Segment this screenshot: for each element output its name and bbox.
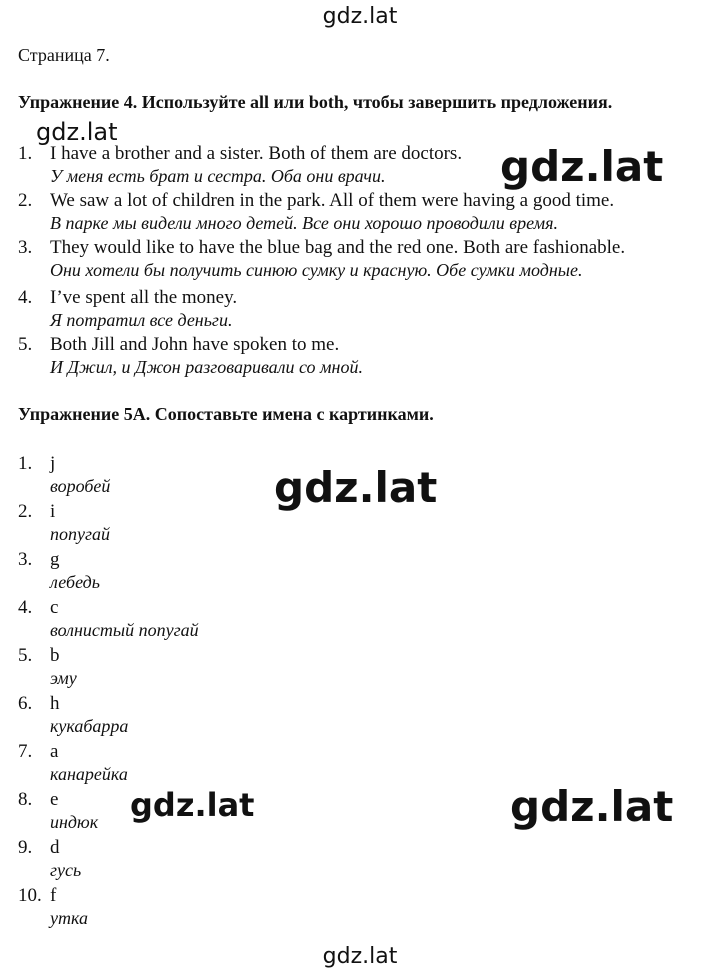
- answer-letter: e: [50, 789, 59, 810]
- bird-name: кукабарра: [50, 716, 129, 736]
- russian-translation: Они хотели бы получить синюю сумку и красную. Обе сумки модные.: [50, 260, 583, 280]
- answer-letter: d: [50, 837, 60, 858]
- bird-name: эму: [50, 668, 77, 688]
- answer-letter: g: [50, 549, 60, 570]
- watermark-medium: gdz.lat: [130, 786, 255, 824]
- bird-name: лебедь: [50, 572, 100, 592]
- english-sentence: We saw a lot of children in the park. All of them were having a good time.: [50, 190, 615, 211]
- answer-letter: j: [50, 453, 56, 474]
- bird-name: гусь: [50, 860, 82, 880]
- watermark-large-1: gdz.lat: [500, 142, 664, 191]
- exercise-4-title: Упражнение 4. Используйте all или both, чтобы завершить предложения.: [18, 92, 613, 112]
- watermark-large-3: gdz.lat: [510, 782, 674, 831]
- item-number: 9.: [18, 837, 33, 858]
- watermark-top: gdz.lat: [322, 4, 398, 29]
- item-number: 5.: [18, 645, 33, 666]
- bird-name: воробей: [50, 476, 111, 496]
- bird-name: канарейка: [50, 764, 128, 784]
- english-sentence: I’ve spent all the money.: [50, 287, 238, 308]
- english-sentence: Both Jill and John have spoken to me.: [50, 334, 340, 355]
- item-number: 1.: [18, 143, 33, 164]
- watermark-small: gdz.lat: [36, 118, 118, 146]
- item-number: 3.: [18, 549, 33, 570]
- item-number: 3.: [18, 237, 33, 258]
- watermark-large-2: gdz.lat: [274, 463, 438, 512]
- item-number: 4.: [18, 287, 33, 308]
- answer-letter: b: [50, 645, 60, 666]
- bird-name: утка: [50, 908, 88, 928]
- item-number: 4.: [18, 597, 33, 618]
- russian-translation: У меня есть брат и сестра. Оба они врачи.: [50, 166, 386, 186]
- bird-name: волнистый попугай: [50, 620, 199, 640]
- answer-letter: i: [50, 501, 56, 522]
- answer-letter: c: [50, 597, 59, 618]
- russian-translation: И Джил, и Джон разговаривали со мной.: [50, 357, 363, 377]
- watermark-bottom: gdz.lat: [322, 944, 398, 969]
- item-number: 2.: [18, 190, 33, 211]
- answer-letter: f: [50, 885, 57, 906]
- item-number: 1.: [18, 453, 33, 474]
- item-number: 5.: [18, 334, 33, 355]
- item-number: 7.: [18, 741, 33, 762]
- english-sentence: They would like to have the blue bag and the red one. Both are fashionable.: [50, 237, 626, 258]
- item-number: 2.: [18, 501, 33, 522]
- bird-name: индюк: [50, 812, 99, 832]
- item-number: 6.: [18, 693, 33, 714]
- russian-translation: В парке мы видели много детей. Все они хорошо проводили время.: [50, 213, 558, 233]
- bird-name: попугай: [50, 524, 111, 544]
- page-label: Страница 7.: [18, 45, 110, 65]
- exercise-5a-title: Упражнение 5A. Сопоставьте имена с картинками.: [18, 404, 434, 424]
- answer-letter: h: [50, 693, 60, 714]
- answer-letter: a: [50, 741, 59, 762]
- english-sentence: I have a brother and a sister. Both of them are doctors.: [50, 143, 463, 164]
- item-number: 8.: [18, 789, 33, 810]
- item-number: 10.: [18, 885, 42, 906]
- russian-translation: Я потратил все деньги.: [50, 310, 233, 330]
